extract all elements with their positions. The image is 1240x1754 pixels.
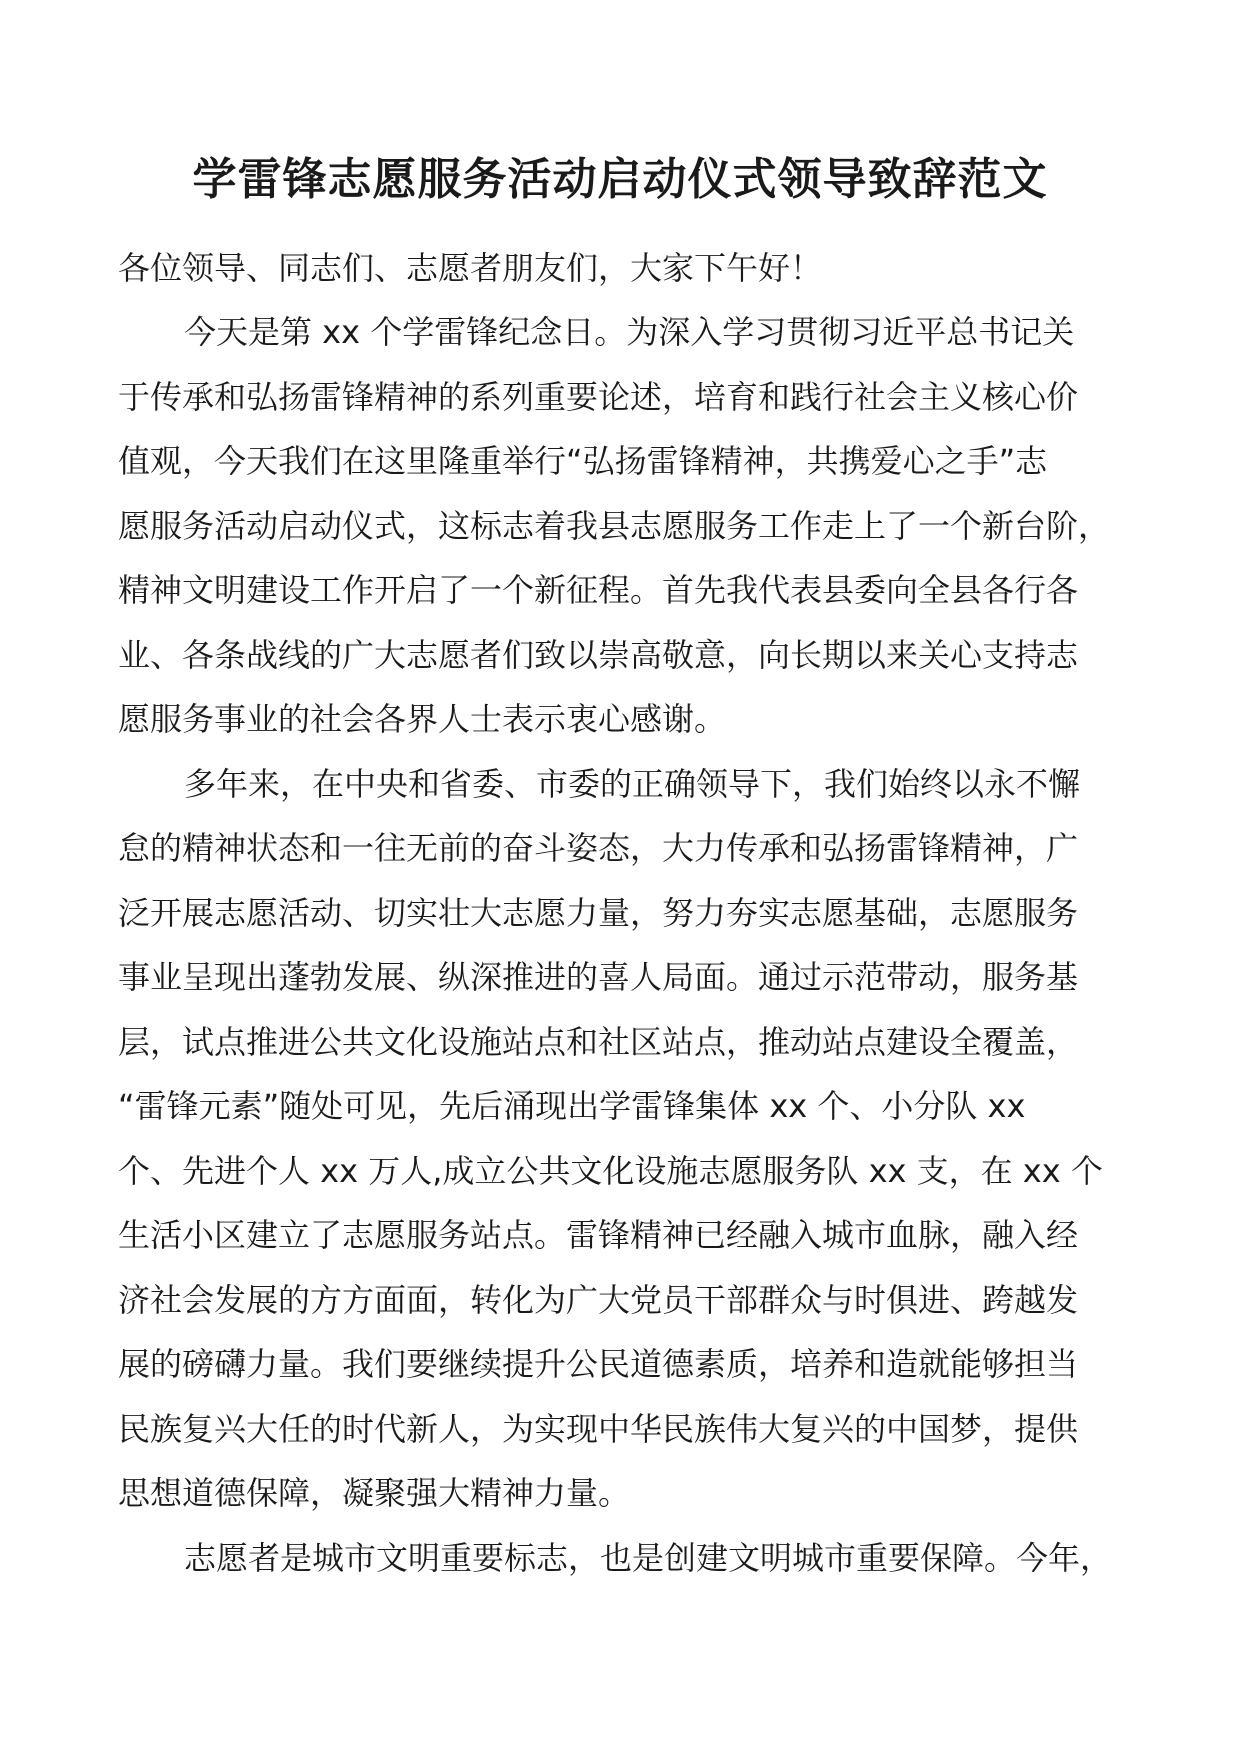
greeting-line: 各位领导、同志们、志愿者朋友们，大家下午好！ [118, 249, 823, 287]
text-line: 精神文明建设工作开启了一个新征程。首先我代表县委向全县各行各 [118, 571, 1079, 609]
text-line: 层，试点推进公共文化设施站点和社区站点，推动站点建设全覆盖， [118, 1022, 1079, 1061]
text-line: 泛开展志愿活动、切实壮大志愿力量，努力夯实志愿基础，志愿服务 [118, 893, 1079, 932]
text-line: 愿服务事业的社会各界人士表示衷心感谢。 [118, 700, 727, 738]
text-line: 事业呈现出蓬勃发展、纵深推进的喜人局面。通过示范带动，服务基 [118, 958, 1079, 996]
text-line: 济社会发展的方方面面，转化为广大党员干部群众与时俱进、跨越发 [118, 1280, 1079, 1319]
paragraph-3 [118, 1526, 1138, 1591]
text-line: 思想道德保障，凝聚强大精神力量。 [118, 1474, 631, 1512]
text-line: 业、各条战线的广大志愿者们致以崇高敬意，向长期以来关心支持志 [118, 635, 1079, 674]
text-line: 值观，今天我们在这里隆重举行“弘扬雷锋精神，共携爱心之手”志 [118, 442, 1048, 480]
document-title: 学雷锋志愿服务活动启动仪式领导致辞范文 [192, 154, 1048, 205]
paragraph-2 [118, 752, 1138, 1526]
text-line: 个、先进个人 xx 万人,成立公共文化设施志愿服务队 xx 支，在 xx 个 [118, 1151, 1103, 1190]
text-line: 怠的精神状态和一往无前的奋斗姿态，大力传承和弘扬雷锋精神，广 [118, 829, 1079, 867]
text-line: 志愿者是城市文明重要标志，也是创建文明城市重要保障。今年， [184, 1538, 1113, 1577]
text-line: 民族复兴大任的时代新人，为实现中华民族伟大复兴的中国梦，提供 [118, 1409, 1079, 1448]
text-line: 于传承和弘扬雷锋精神的系列重要论述，培育和践行社会主义核心价 [118, 377, 1079, 416]
text-line: 生活小区建立了志愿服务站点。雷锋精神已经融入城市血脉，融入经 [118, 1216, 1079, 1254]
document-body [118, 236, 1138, 1590]
text-line: 多年来，在中央和省委、市委的正确领导下，我们始终以永不懈 [184, 764, 1081, 803]
paragraph-1 [118, 300, 1138, 752]
text-line: 今天是第 xx 个学雷锋纪念日。为深入学习贯彻习近平总书记关 [184, 313, 1075, 351]
text-line: 展的磅礴力量。我们要继续提升公民道德素质，培养和造就能够担当 [118, 1345, 1079, 1383]
text-line: “雷锋元素”随处可见，先后涌现出学雷锋集体 xx 个、小分队 xx [118, 1087, 1026, 1125]
text-line: 愿服务活动启动仪式，这标志着我县志愿服务工作走上了一个新台阶， [118, 506, 1111, 545]
